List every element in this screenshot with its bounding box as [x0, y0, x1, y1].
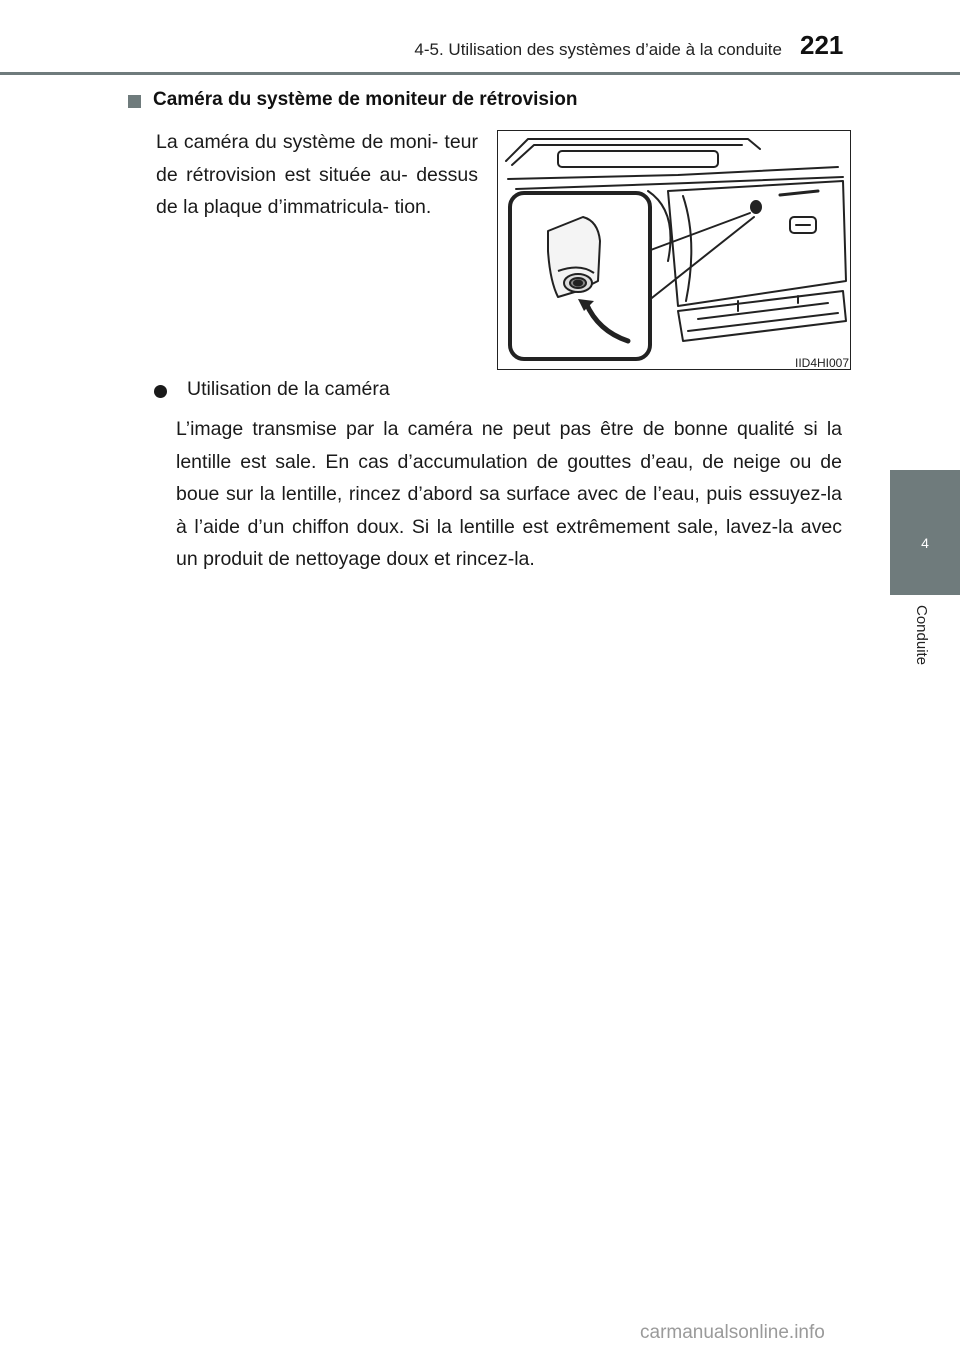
truck-tailgate-illustration — [498, 131, 850, 369]
subsection-paragraph: L’image transmise par la caméra ne peut pas être de bonne qualité si la lentille est sale. En cas d’accumulation de gouttes d’eau, de neige ou de boue sur la lentille, rincez d’abord sa surface avec de l’eau, puis essuyez-la à l’aide d’un chiffon doux. Si la lentille est extrêmement sale, lavez-la avec un produit de nettoyage doux et rincez-la. — [176, 418, 842, 570]
chapter-tab-number: 4 — [921, 535, 929, 551]
camera-location-figure — [497, 130, 851, 370]
watermark: carmanualsonline.info — [640, 1322, 825, 1343]
section-title: Caméra du système de moniteur de rétrovision — [153, 89, 578, 110]
header-title: 4-5. Utilisation des systèmes d’aide à la conduite — [414, 40, 782, 59]
chapter-tab — [890, 470, 960, 595]
page-number: 221 — [800, 30, 844, 60]
section-square-icon — [128, 95, 141, 108]
header-rule — [0, 72, 960, 75]
intro-paragraph: La caméra du système de moni- teur de rétrovision est située au- dessus de la plaque d’immatricula- tion. — [156, 131, 478, 218]
subsection-title: Utilisation de la caméra — [187, 378, 390, 400]
bullet-icon — [154, 385, 167, 398]
figure-code: IID4HI007 — [795, 356, 850, 370]
chapter-tab-label: Conduite — [913, 605, 930, 666]
